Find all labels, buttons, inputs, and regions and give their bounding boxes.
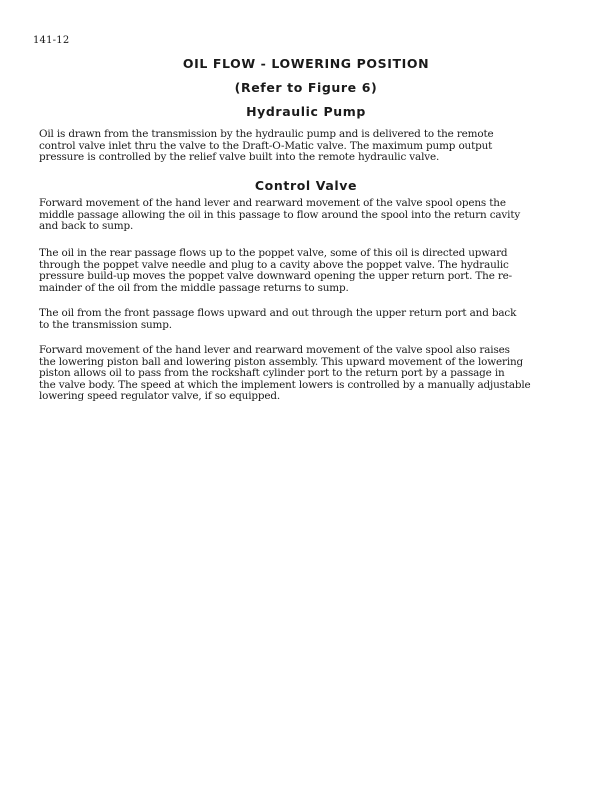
text-line: and back to sump. (39, 220, 134, 233)
page-title: OIL FLOW - LOWERING POSITION (182, 56, 430, 71)
text-line: The oil from the front passage flows upward and out through the upper return port and back (39, 307, 517, 319)
paragraph-control-valve-3 (39, 308, 573, 331)
text-line: middle passage allowing the oil in this passage to flow around the spool into the return cavity (39, 208, 521, 221)
text-line: lowering speed regulator valve, if so equipped. (39, 390, 281, 403)
paragraph-control-valve-4 (39, 345, 573, 403)
text-line: pressure build-up moves the poppet valve downward opening the upper return port. The re- (39, 270, 513, 283)
paragraph-control-valve-2 (39, 248, 573, 294)
text-line: pressure is controlled by the relief valve built into the remote hydraulic valve. (39, 151, 440, 164)
page-number: 141-12 (33, 35, 70, 46)
text-line: the lowering piston ball and lowering piston assembly. This upward movement of the lowering (39, 355, 524, 368)
text-line: Oil is drawn from the transmission by the hydraulic pump and is delivered to the remote (39, 128, 494, 140)
text-line: mainder of the oil from the middle passage returns to sump. (39, 281, 349, 294)
paragraph-control-valve-1 (39, 198, 573, 233)
text-line: control valve inlet thru the valve to the Draft-O-Matic valve. The maximum pump output (39, 139, 493, 152)
section-heading-control-valve: Control Valve (254, 178, 358, 193)
text-line: through the poppet valve needle and plug to a cavity above the poppet valve. The hydraulic (39, 258, 509, 271)
text-line: The oil in the rear passage flows up to the poppet valve, some of this oil is directed upward (39, 247, 508, 259)
text-line: to the transmission sump. (39, 318, 172, 331)
figure-reference: (Refer to Figure 6) (234, 80, 378, 95)
text-line: the valve body. The speed at which the implement lowers is controlled by a manually adjustable (39, 378, 531, 391)
text-line: Forward movement of the hand lever and rearward movement of the valve spool opens the (39, 197, 506, 209)
section-heading-hydraulic-pump: Hydraulic Pump (246, 104, 366, 119)
paragraph-hydraulic-pump (39, 129, 573, 164)
text-line: piston allows oil to pass from the rockshaft cylinder port to the return port by a passage in (39, 367, 505, 380)
text-line: Forward movement of the hand lever and rearward movement of the valve spool also raises (39, 344, 510, 356)
